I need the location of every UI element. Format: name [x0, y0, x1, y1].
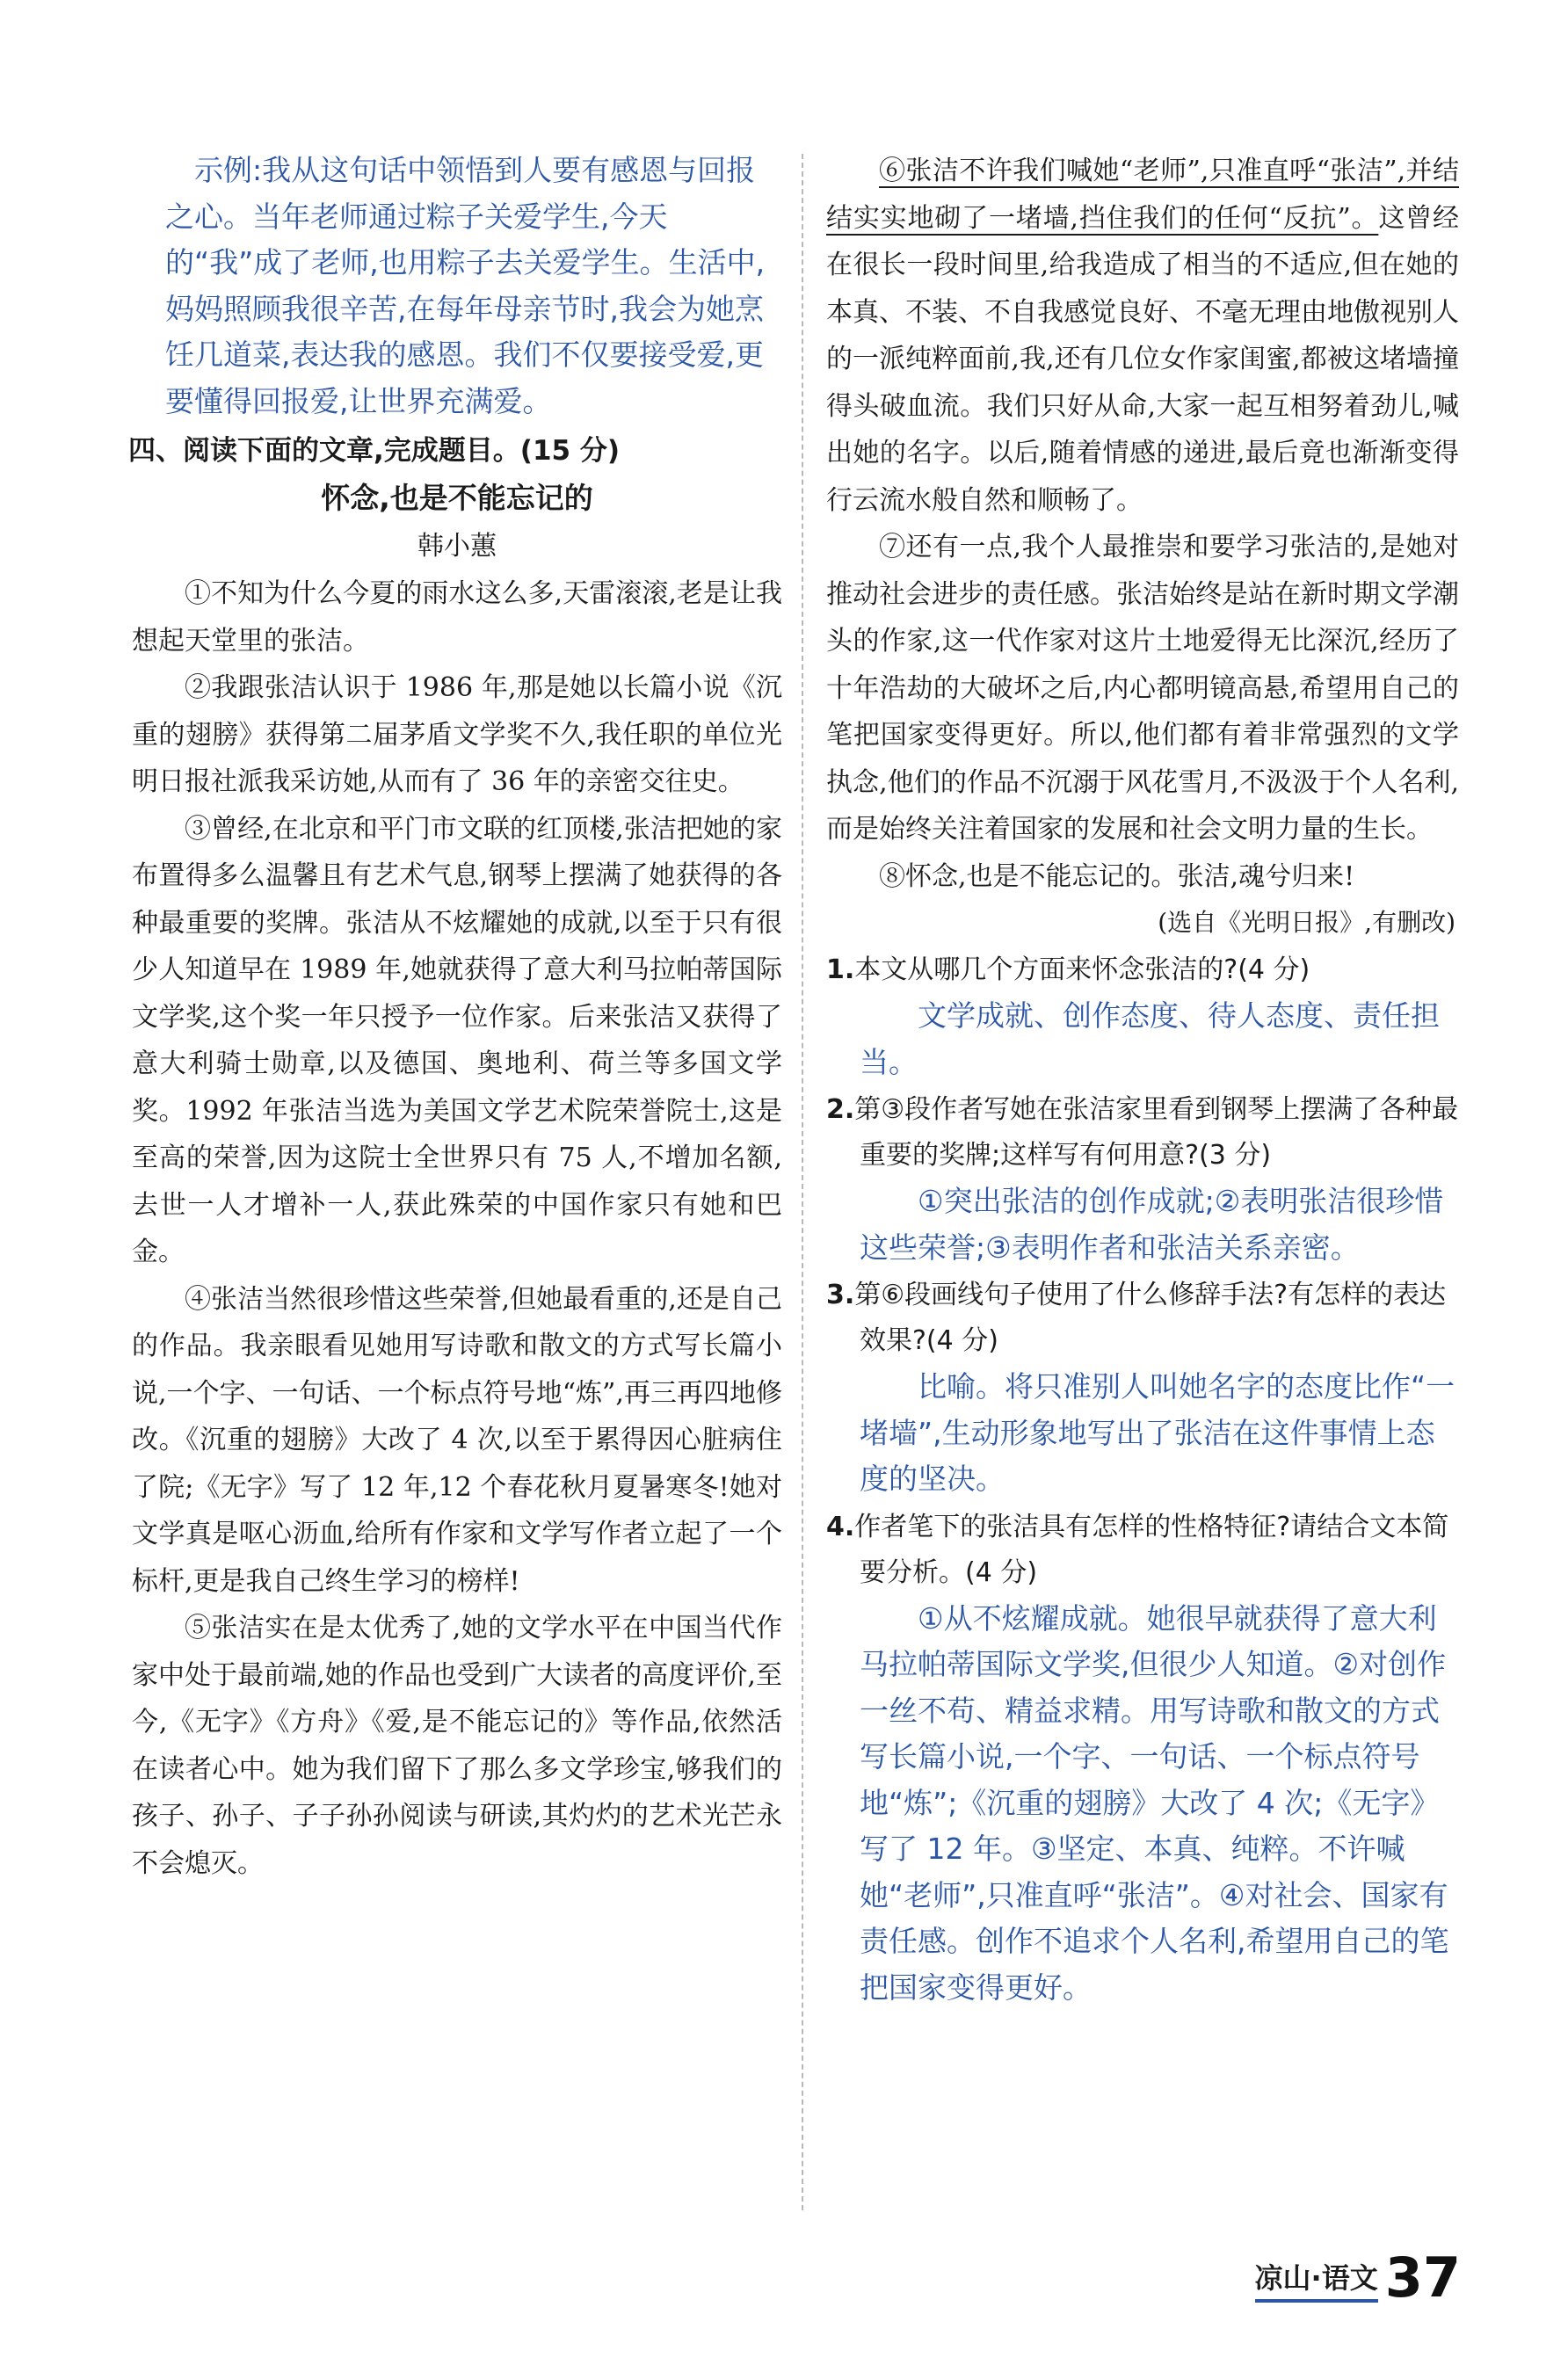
question-3: [826, 1273, 1459, 1503]
question-3-text: [826, 1273, 1459, 1364]
question-1-text: [826, 947, 1459, 993]
question-2-prompt: 第③段作者写她在张洁家里看到钢琴上摆满了各种最重要的奖牌;这样写有何用意?(3 分): [854, 1094, 1459, 1171]
question-1-answer: 文学成就、创作态度、待人态度、责任担当。: [860, 998, 1440, 1079]
column-divider: [802, 154, 803, 2210]
article-source: (选自《光明日报》,有删改): [1158, 908, 1455, 937]
paragraph-6-rest: 这曾经在很长一段时间里,给我造成了相当的不适应,但在她的本真、不装、不自我感觉良好、不毫无理由地傲视别人的一派纯粹面前,我,还有几位女作家闺蜜,都被这堵墙撞得头破血流。我们只好从命,大家一起互相努着劲儿,喊出她的名字。以后,随着情感的递进,最后竟也渐渐变得行云流水般自然和顺畅了。: [826, 202, 1459, 516]
question-2: [826, 1087, 1459, 1271]
underlined-sentence: ⑥张洁不许我们喊她“老师”,只准直呼“张洁”,并结结实实地砌了一堵墙,挡住我们的任何“反抗”。: [826, 156, 1459, 234]
article-title: 怀念,也是不能忘记的: [321, 481, 593, 515]
question-1-number: 1.: [826, 954, 855, 985]
question-3-prompt: 第⑥段画线句子使用了什么修辞手法?有怎样的表达效果?(4 分): [854, 1280, 1447, 1356]
question-4-prompt: 作者笔下的张洁具有怎样的性格特征?请结合文本简要分析。(4 分): [854, 1511, 1449, 1588]
question-2-text: [826, 1087, 1459, 1179]
paragraph-6: [826, 148, 1459, 524]
paragraph-2: ②我跟张洁认识于 1986 年,那是她以长篇小说《沉重的翅膀》获得第二届茅盾文学奖不久,我任职的单位光明日报社派我采访她,从而有了 36 年的亲密交往史。: [132, 672, 782, 797]
footer-label: 凉山·语文: [1255, 2260, 1378, 2303]
question-3-answer: 比喻。将只准别人叫她名字的态度比作“一堵墙”,生动形象地写出了张洁在这件事情上态度的坚决。: [860, 1369, 1455, 1496]
article-author: 韩小蕙: [417, 531, 497, 562]
section-heading: 四、阅读下面的文章,完成题目。(15 分): [128, 435, 621, 467]
question-3-number: 3.: [826, 1280, 855, 1310]
page-footer: [1254, 2245, 1461, 2310]
paragraph-3: ③曾经,在北京和平门市文联的红顶楼,张洁把她的家布置得多么温馨且有艺术气息,钢琴上摆满了她获得的各种最重要的奖牌。张洁从不炫耀她的成就,以至于只有很少人知道早在 1989 年,她就获得了意大利马拉帕蒂国际文学奖,这个奖一年只授予一位作家。后来张洁又获得了意大利骑士勋章,以及德国、奥地利、荷兰等多国文学奖。1992 年张洁当选为美国文学艺术院荣誉院士,这是至高的荣誉,因为这院士全世界只有 75 人,不增加名额,去世一人才增补一人,获此殊荣的中国作家只有她和巴金。: [132, 813, 782, 1267]
paragraph-5: ⑤张洁实在是太优秀了,她的文学水平在中国当代作家中处于最前端,她的作品也受到广大读者的高度评价,至今,《无字》《方舟》《爱,是不能忘记的》等作品,依然活在读者心中。她为我们留下了那么多文学珍宝,够我们的孩子、孙子、子子孙孙阅读与研读,其灼灼的艺术光芒永不会熄灭。: [132, 1613, 782, 1879]
right-column: [826, 148, 1459, 2011]
paragraph-8: ⑧怀念,也是不能忘记的。张洁,魂兮归来!: [879, 860, 1355, 892]
question-1: [826, 947, 1459, 1085]
question-1-prompt: 本文从哪几个方面来怀念张洁的?(4 分): [854, 954, 1310, 985]
page-number: 37: [1384, 2245, 1461, 2310]
paragraph-4: ④张洁当然很珍惜这些荣誉,但她最看重的,还是自己的作品。我亲眼看见她用写诗歌和散文的方式写长篇小说,一个字、一句话、一个标点符号地“炼”,再三再四地修改。《沉重的翅膀》大改了 4 次,以至于累得因心脏病住了院;《无字》写了 12 年,12 个春花秋月夏暑寒冬!她对文学真是呕心沥血,给所有作家和文学写作者立起了一个标杆,更是我自己终生学习的榜样!: [132, 1283, 782, 1597]
left-column: [128, 148, 782, 1887]
question-4-number: 4.: [826, 1511, 855, 1542]
paragraph-1: ①不知为什么今夏的雨水这么多,天雷滚滚,老是让我想起天堂里的张洁。: [132, 578, 782, 657]
example-answer: 示例:我从这句话中领悟到人要有感恩与回报之心。当年老师通过粽子关爱学生,今天的“我”成了老师,也用粽子去关爱学生。生活中,妈妈照顾我很辛苦,在每年母亲节时,我会为她烹饪几道菜,表达我的感恩。我们不仅要接受爱,更要懂得回报爱,让世界充满爱。: [165, 153, 766, 418]
question-4-answer: ①从不炫耀成就。她很早就获得了意大利马拉帕蒂国际文学奖,但很少人知道。②对创作一丝不苟、精益求精。用写诗歌和散文的方式写长篇小说,一个字、一句话、一个标点符号地“炼”;《沉重的翅膀》大改了 4 次;《无字》写了 12 年。③坚定、本真、纯粹。不许喊她“老师”,只准直呼“张洁”。④对社会、国家有责任感。创作不追求个人名利,希望用自己的笔把国家变得更好。: [860, 1600, 1449, 2005]
question-2-answer: ①突出张洁的创作成就;②表明张洁很珍惜这些荣誉;③表明作者和张洁关系亲密。: [860, 1184, 1444, 1265]
question-4-text: [826, 1505, 1459, 1596]
paragraph-7: ⑦还有一点,我个人最推崇和要学习张洁的,是她对推动社会进步的责任感。张洁始终是站在新时期文学潮头的作家,这一代作家对这片土地爱得无比深沉,经历了十年浩劫的大破坏之后,内心都明镜高悬,希望用自己的笔把国家变得更好。所以,他们都有着非常强烈的文学执念,他们的作品不沉溺于风花雪月,不汲汲于个人名利,而是始终关注着国家的发展和社会文明力量的生长。: [826, 532, 1459, 845]
question-2-number: 2.: [826, 1094, 855, 1125]
question-4: [826, 1505, 1459, 2012]
